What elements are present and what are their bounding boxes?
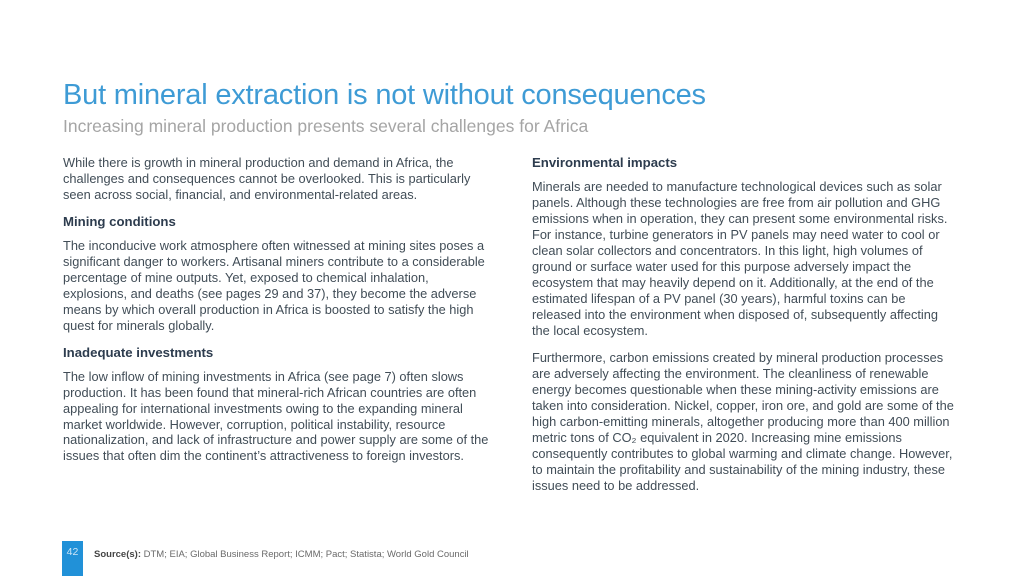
environmental-impacts-paragraph-1: Minerals are needed to manufacture technological devices such as solar panels. Although these technologies are free from air pollution and GHG emissions when in operation, they can present some environmental risks. For instance, turbine generators in PV panels may need water to cool or clean solar collectors and concentrators. In this light, high volumes of ground or surface water used for this purpose adversely impact the ecosystem that may heavily depend on it. Additionally, at the end of the estimated lifespan of a PV panel (30 years), harmful toxins can be released into the environment when disposed of, subsequently affecting the local ecosystem.	[532, 178, 948, 338]
page-subtitle: Increasing mineral production presents several challenges for Africa	[63, 115, 589, 136]
page-number-badge: 42	[62, 541, 83, 576]
source-text: DTM; EIA; Global Business Report; ICMM; Pact; Statista; World Gold Council	[140, 549, 469, 560]
source-line	[94, 549, 469, 560]
mining-conditions-paragraph: The inconducive work atmosphere often witnessed at mining sites poses a significant danger to workers. Artisanal miners contribute to a considerable percentage of mine outputs. Yet, exposed to chemical inhalation, explosions, and deaths (see pages 29 and 37), they become the adverse means by which overall production in Africa is boosted to satisfy the high quest for minerals globally.	[63, 237, 485, 333]
environmental-impacts-paragraph-2: Furthermore, carbon emissions created by mineral production processes are adversely affecting the environment. The cleanliness of renewable energy becomes questionable when these mining-activity emissions are taken into consideration. Nickel, copper, iron ore, and gold are some of the high carbon-emitting minerals, altogether producing more than 400 million metric tons of CO₂ equivalent in 2020. Increasing mine emissions consequently contributes to global warming and climate change. However, to maintain the profitability and sustainability of the mining industry, these issues need to be addressed.	[532, 349, 954, 493]
inadequate-investments-paragraph: The low inflow of mining investments in Africa (see page 7) often slows production. It has been found that mineral-rich African countries are often appealing for international investments owing to the expanding mineral market worldwide. However, corruption, political instability, resource nationalization, and lack of infrastructure and power supply are some of the issues that often dim the continent’s attractiveness to foreign investors.	[63, 368, 489, 464]
left-column	[63, 155, 489, 505]
source-label: Source(s):	[94, 549, 141, 560]
right-column	[532, 155, 958, 505]
section-heading-environmental-impacts: Environmental impacts	[532, 155, 678, 170]
intro-paragraph: While there is growth in mineral production and demand in Africa, the challenges and consequences cannot be overlooked. This is particularly seen across social, financial, and environmental-related areas.	[63, 155, 471, 202]
section-heading-mining-conditions: Mining conditions	[63, 213, 176, 229]
section-heading-inadequate-investments: Inadequate investments	[63, 344, 214, 360]
page-title: But mineral extraction is not without consequences	[63, 79, 706, 112]
content-columns	[63, 155, 959, 505]
